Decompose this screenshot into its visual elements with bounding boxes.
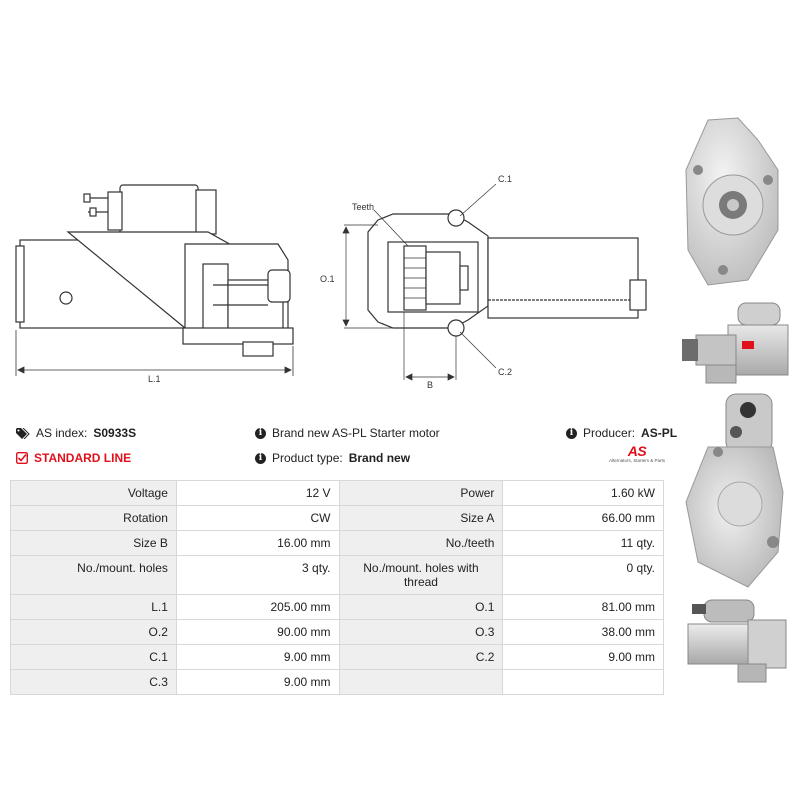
product-type-value: Brand new [348,451,411,465]
spec-label: No./mount. holes with thread [339,556,503,595]
spec-value: 11 qty. [503,531,664,556]
dim-label-l1: L.1 [148,374,161,384]
spec-label: O.2 [11,620,177,645]
table-row [11,531,664,556]
spec-value: 0 qty. [503,556,664,595]
product-type-label: Product type: [272,451,343,465]
standard-line-row [16,451,131,465]
table-row [11,645,664,670]
table-row [11,595,664,620]
spec-label: L.1 [11,595,177,620]
product-photo-side [678,295,793,390]
product-photo-front [678,110,793,295]
front-view-drawing [318,170,663,390]
spec-label [339,670,503,695]
as-index-value: S0933S [93,426,137,440]
spec-value: 9.00 mm [503,645,664,670]
spec-value: 38.00 mm [503,620,664,645]
as-pl-logo [606,444,668,464]
spec-label: Size A [339,506,503,531]
dim-label-teeth: Teeth [352,202,375,212]
info-icon: i [255,453,266,464]
dim-label-b: B [427,380,434,390]
spec-label: No./teeth [339,531,503,556]
table-row [11,481,664,506]
spec-table [10,480,664,695]
checkbox-icon [16,452,28,464]
spec-table-body [11,481,664,695]
spec-label: Power [339,481,503,506]
standard-line-label: STANDARD LINE [34,451,132,465]
product-photo-top [678,592,793,692]
dim-label-o1: O.1 [320,274,335,284]
product-photo-rear [678,392,793,592]
spec-label: Size B [11,531,177,556]
description-row [255,426,440,440]
spec-value: 1.60 kW [503,481,664,506]
logo-mark: AS [627,443,647,459]
spec-value: 16.00 mm [176,531,339,556]
spec-value: 66.00 mm [503,506,664,531]
logo-tagline: Alternators, Starters & Parts [608,458,666,463]
table-row [11,670,664,695]
spec-value: 12 V [176,481,339,506]
spec-value: 9.00 mm [176,645,339,670]
table-row [11,556,664,595]
producer-row [566,426,677,440]
dim-label-c1: C.1 [498,174,513,184]
as-index-row [16,426,136,440]
spec-value: 9.00 mm [176,670,339,695]
spec-value [503,670,664,695]
info-icon: i [566,428,577,439]
spec-value: 81.00 mm [503,595,664,620]
spec-label: No./mount. holes [11,556,177,595]
producer-label: Producer: [583,426,636,440]
as-index-label: AS index: [36,426,88,440]
spec-label: C.3 [11,670,177,695]
spec-label: O.3 [339,620,503,645]
spec-label: O.1 [339,595,503,620]
spec-label: C.1 [11,645,177,670]
tag-icon [16,428,30,439]
product-description: Brand new AS-PL Starter motor [272,426,440,440]
spec-value: 205.00 mm [176,595,339,620]
table-row [11,620,664,645]
dim-label-c2: C.2 [498,367,513,377]
spec-label: Voltage [11,481,177,506]
product-type-row [255,451,410,465]
table-row [11,506,664,531]
spec-label: Rotation [11,506,177,531]
spec-value: CW [176,506,339,531]
spec-label: C.2 [339,645,503,670]
info-icon: i [255,428,266,439]
spec-value: 3 qty. [176,556,339,595]
side-view-drawing [8,180,308,390]
producer-value: AS-PL [641,426,678,440]
spec-value: 90.00 mm [176,620,339,645]
